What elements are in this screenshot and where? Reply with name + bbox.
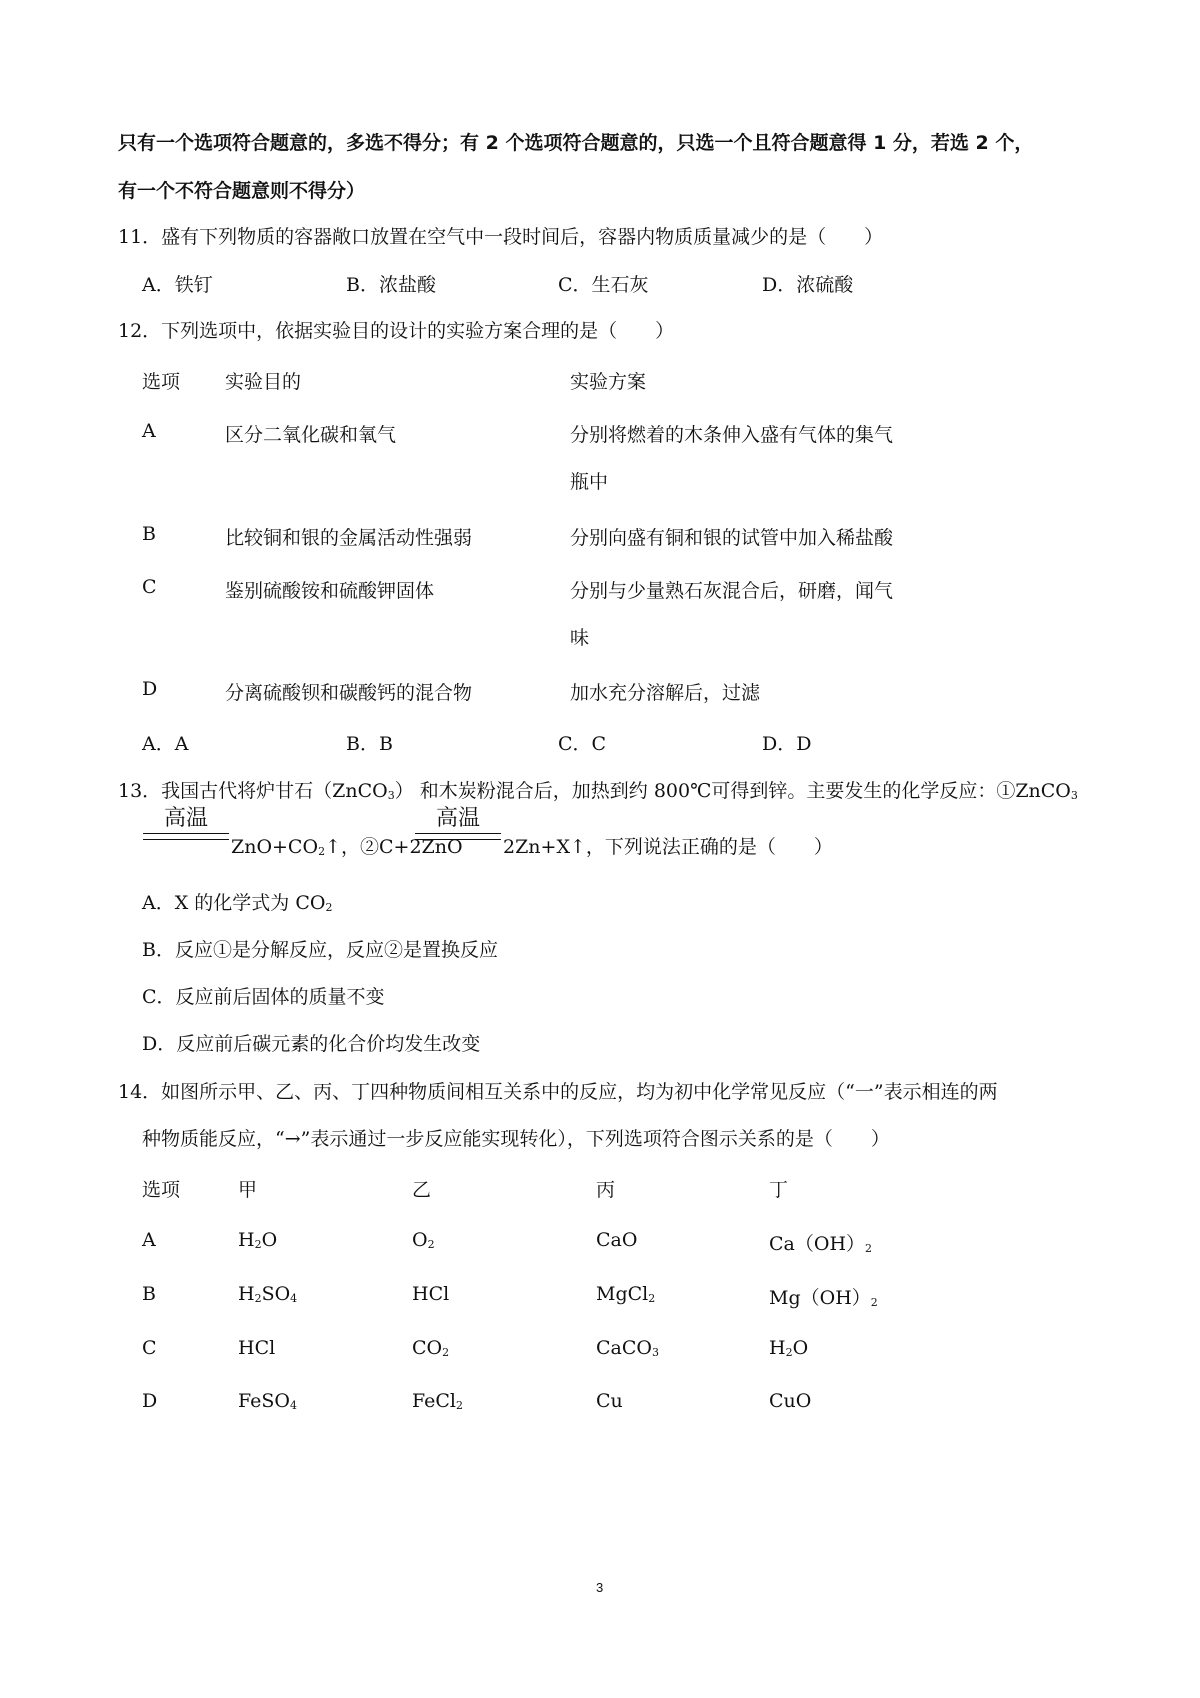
q14-row-d-yi: FeCl$_2$ [412,1390,464,1412]
q14-row-a-yi: $O_2$ [412,1229,435,1251]
q14-header-ding: 丁 [769,1179,789,1201]
q12-header-purpose: 实验目的 [225,371,302,393]
q13-equation-tail: 2Zn+X↑，下列说法正确的是（ ） [503,836,833,858]
q12-option-b: B．B [346,733,393,755]
q12-row-b-purpose: 比较铜和银的金属活动性强弱 [225,527,473,549]
q14-header-yi: 乙 [412,1179,432,1201]
q12-header-plan: 实验方案 [570,371,647,393]
instructions-line-2: 有一个不符合题意则不得分） [118,180,366,202]
q14-row-b-bing: MgCl$_2$ [596,1283,656,1305]
q12-row-d-key: D [142,678,158,700]
q12-row-c-purpose: 鉴别硫酸铵和硫酸钾固体 [225,580,435,602]
q13-option-b: B．反应①是分解反应，反应②是置换反应 [142,939,498,961]
q12-row-a-plan-line2: 瓶中 [570,471,609,493]
q14-header-bing: 丙 [596,1179,616,1201]
q11-option-d: D．浓硫酸 [762,274,854,296]
q14-header-option: 选项 [142,1179,181,1201]
q12-row-b-key: B [142,523,156,545]
q14-row-d-ding: CuO [769,1390,812,1412]
q12-row-a-plan-line1: 分别将燃着的木条伸入盛有气体的集气 [570,424,894,446]
q14-row-b-ding: $Mg(OH)_2$ [769,1287,878,1309]
q12-row-d-plan-line1: 加水充分溶解后，过滤 [570,682,761,704]
q11-option-c: C．生石灰 [558,274,649,296]
double-line-equals-1 [143,833,229,840]
q14-stem-line-1: 14．如图所示甲、乙、丙、丁四种物质间相互关系中的反应，均为初中化学常见反应（“一”表示相连的两 [118,1081,998,1103]
q13-option-c: C．反应前后固体的质量不变 [142,986,385,1008]
page-number: 3 [596,1580,604,1595]
q14-row-a-jia: $H_2O$ [238,1229,278,1251]
q12-row-c-plan-line1: 分别与少量熟石灰混合后，研磨，闻气 [570,580,894,602]
q11-stem: 11．盛有下列物质的容器敞口放置在空气中一段时间后，容器内物质质量减少的是（ ） [118,226,884,248]
q12-stem: 12．下列选项中，依据实验目的设计的实验方案合理的是（ ） [118,320,675,342]
q12-row-c-plan-line2: 味 [570,627,590,649]
q13-stem: 13．我国古代将炉甘石（ZnCO$_3$） 和木炭粉混合后，加热到约 800℃可得到锌。主要发生的化学反应：①ZnCO$_3$ [118,780,1078,802]
q14-stem-line-2: 种物质能反应，“→”表示通过一步反应能实现转化），下列选项符合图示关系的是（ ） [142,1128,890,1150]
q12-row-a-key: A [142,420,156,442]
q14-row-c-key: C [142,1337,157,1359]
q14-row-c-yi: $CO_2$ [412,1337,450,1359]
q13-option-a: A．X 的化学式为 $CO_2$ [142,892,333,914]
q12-option-d: D．D [762,733,812,755]
q14-row-c-ding: $H_2O$ [769,1337,809,1359]
q12-row-b-plan-line1: 分别向盛有铜和银的试管中加入稀盐酸 [570,527,894,549]
instructions-line-1: 只有一个选项符合题意的，多选不得分；有 2 个选项符合题意的，只选一个且符合题意得 1 分，若选 2 个， [118,132,1034,154]
q12-header-option: 选项 [142,371,181,393]
q14-row-d-jia: FeSO$_4$ [238,1390,297,1412]
q11-option-b: B．浓盐酸 [346,274,436,296]
q14-row-a-ding: $Ca(OH)_2$ [769,1233,873,1255]
q12-option-c: C．C [558,733,607,755]
q14-row-b-jia: $H_2SO_4$ [238,1283,298,1305]
q14-row-c-bing: CaCO$_3$ [596,1337,659,1359]
q14-row-b-yi: HCl [412,1283,450,1305]
q12-row-d-purpose: 分离硫酸钡和碳酸钙的混合物 [225,682,473,704]
reaction-condition-1: 高温 [143,808,229,840]
q12-row-a-purpose: 区分二氧化碳和氧气 [225,424,397,446]
q14-row-c-jia: HCl [238,1337,276,1359]
q11-option-a: A．铁钉 [142,274,213,296]
q14-row-d-bing: Cu [596,1390,623,1412]
q14-row-a-key: A [142,1229,156,1251]
reaction-condition-2: 高温 [415,808,501,840]
q12-option-a: A．A [142,733,189,755]
q14-header-jia: 甲 [238,1179,258,1201]
q12-row-c-key: C [142,576,157,598]
q14-row-b-key: B [142,1283,156,1305]
q13-option-d: D．反应前后碳元素的化合价均发生改变 [142,1033,481,1055]
q13-equation-line: $ZnO+CO_2↑$，②C+2ZnO [231,836,463,858]
q14-row-a-bing: CaO [596,1229,638,1251]
q14-row-d-key: D [142,1390,158,1412]
double-line-equals-2 [415,833,501,840]
